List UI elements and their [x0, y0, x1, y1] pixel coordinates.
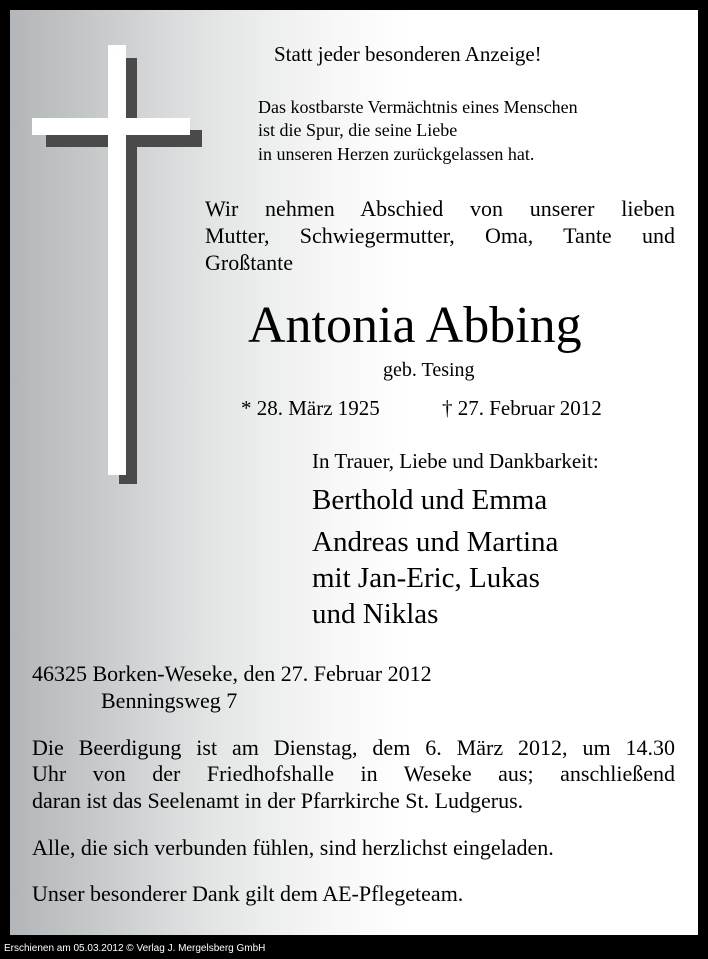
intro-line-2: Mutter, Schwiegermutter, Oma, Tante und: [205, 223, 675, 248]
intro-line-3: Großtante: [205, 250, 293, 275]
address-line-1: 46325 Borken-Weseke, den 27. Februar 2012: [32, 661, 432, 686]
obituary-card: [10, 10, 698, 935]
quote-line-2: ist die Spur, die seine Liebe: [258, 120, 458, 140]
mourner-line-4: und Niklas: [312, 598, 439, 630]
invitation: Alle, die sich verbunden fühlen, sind herzlichst eingeladen.: [32, 835, 554, 860]
mourner-line-3: mit Jan-Eric, Lukas: [312, 562, 540, 594]
funeral-line-1: Die Beerdigung ist am Dienstag, dem 6. März 2012, um 14.30: [32, 735, 675, 760]
mourning-intro: In Trauer, Liebe und Dankbarkeit:: [312, 449, 599, 473]
heading: Statt jeder besonderen Anzeige!: [274, 42, 542, 66]
address-line-2: Benningsweg 7: [101, 688, 238, 713]
quote-line-1: Das kostbarste Vermächtnis eines Menschen: [258, 97, 578, 117]
mourner-line-1: Berthold und Emma: [312, 484, 548, 516]
thanks: Unser besonderer Dank gilt dem AE-Pflegeteam.: [32, 881, 464, 906]
funeral-line-2: Uhr von der Friedhofshalle in Weseke aus; anschließend: [32, 761, 675, 786]
birth-name: geb. Tesing: [383, 359, 475, 381]
deceased-name: Antonia Abbing: [248, 297, 582, 354]
intro-line-1: Wir nehmen Abschied von unserer lieben: [205, 196, 675, 221]
publication-footer: Erschienen am 05.03.2012 © Verlag J. Mergelsberg GmbH: [4, 943, 266, 954]
quote-line-3: in unseren Herzen zurückgelassen hat.: [258, 144, 535, 164]
funeral-line-3: daran ist das Seelenamt in der Pfarrkirche St. Ludgerus.: [32, 788, 524, 813]
mourner-line-2: Andreas und Martina: [312, 526, 559, 558]
death-date: † 27. Februar 2012: [442, 396, 602, 420]
birth-date: * 28. März 1925: [241, 396, 380, 420]
